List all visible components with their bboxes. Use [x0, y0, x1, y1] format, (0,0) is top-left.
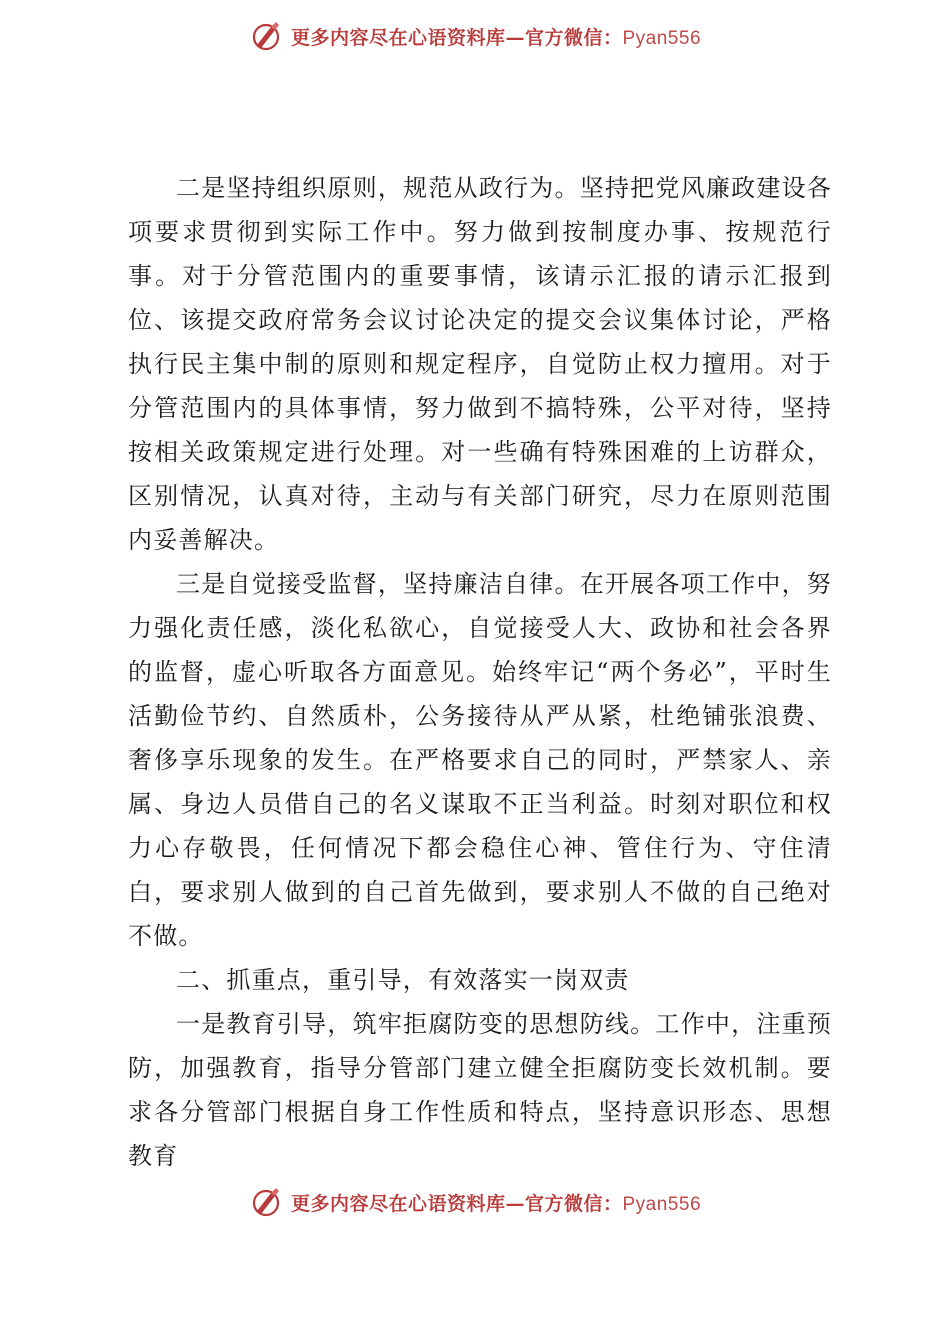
watermark-wechat-id: Pyan556: [622, 27, 702, 49]
footer-watermark-banner: [0, 1182, 950, 1222]
watermark-label: 更多内容尽在心语资料库—官方微信：: [290, 1192, 623, 1215]
paragraph: 二是坚持组织原则，规范从政行为。坚持把党风廉政建设各项要求贯彻到实际工作中。努力做到按制度办事、按规范行事。对于分管范围内的重要事情，该请示汇报的请示汇报到位、该提交政府常务会议讨论决定的提交会议集体讨论，严格执行民主集中制的原则和规定程序，自觉防止权力擅用。对于分管范围内的具体事情，努力做到不搞特殊，公平对待，坚持按相关政策规定进行处理。对一些确有特殊困难的上访群众，区别情况，认真对待，主动与有关部门研究，尽力在原则范围内妥善解决。: [128, 174, 832, 554]
header-watermark-banner: [0, 16, 950, 56]
watermark-label: 更多内容尽在心语资料库—官方微信：: [290, 26, 623, 49]
watermark-text: [291, 1189, 701, 1216]
paragraph: 一是教育引导，筑牢拒腐防变的思想防线。工作中，注重预防，加强教育，指导分管部门建立健全拒腐防变长效机制。要求各分管部门根据自身工作性质和特点，坚持意识形态、思想教育: [128, 1010, 832, 1170]
watermark-wechat-id: Pyan556: [622, 1193, 702, 1215]
watermark-text: [291, 23, 701, 50]
document-body: [128, 166, 832, 1178]
section-heading: 二、抓重点，重引导，有效落实一岗双责: [176, 966, 630, 994]
paragraph: 三是自觉接受监督，坚持廉洁自律。在开展各项工作中，努力强化责任感，淡化私欲心，自觉接受人大、政协和社会各界的监督，虚心听取各方面意见。始终牢记“两个务必”，平时生活勤俭节约、自然质朴，公务接待从严从紧，杜绝铺张浪费、奢侈享乐现象的发生。在严格要求自己的同时，严禁家人、亲属、身边人员借自己的名义谋取不正当利益。时刻对职位和权力心存敬畏，任何情况下都会稳住心神、管住行为、守住清白，要求别人做到的自己首先做到，要求别人不做的自己绝对不做。: [128, 570, 832, 950]
pen-circle-logo-icon: [249, 1185, 283, 1219]
pen-circle-logo-icon: [249, 19, 283, 53]
